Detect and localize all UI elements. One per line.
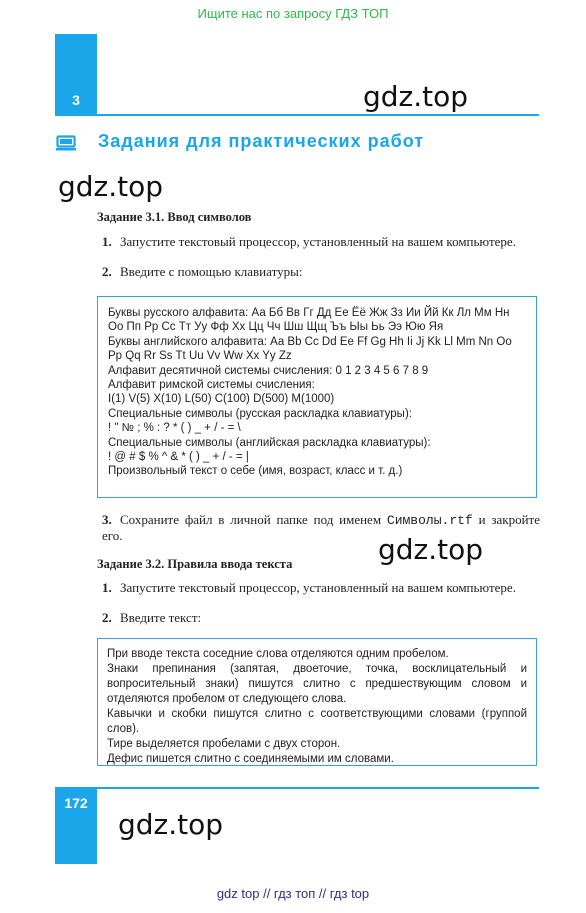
- list-item: [102, 512, 540, 543]
- computer-icon: [56, 135, 76, 151]
- item-text: Запустите текстовый процессор, установленный на вашем компьютере.: [120, 234, 516, 249]
- sample-line: Специальные символы (английская раскладка клавиатуры):: [108, 436, 431, 449]
- item-text: Введите с помощью клавиатуры:: [120, 264, 303, 279]
- sample-text-box: [97, 638, 537, 766]
- list-item: [102, 264, 540, 279]
- task-title: Задание 3.2. Правила ввода текста: [97, 557, 293, 571]
- list-item: [102, 580, 540, 595]
- item-number: 1.: [102, 580, 112, 595]
- item-number: 2.: [102, 264, 112, 279]
- list-item: [102, 610, 540, 625]
- sample-line: Тире выделяется пробелами с двух сторон.: [107, 738, 341, 750]
- sample-line: Произвольный текст о себе (имя, возраст, класс и т. д.): [108, 465, 403, 478]
- watermark: gdz.top: [118, 808, 224, 841]
- input-sample-box: [97, 296, 537, 498]
- sample-line: Буквы английского алфавита: Aa Bb Cc Dd Ee Ff Gg Hh Ii Jj Kk Ll Mm Nn Oo Pp Qq Rr Ss Tt Uu Vv Ww Xx Yy Zz: [108, 335, 512, 363]
- header-divider: [55, 114, 539, 116]
- item-number: 1.: [102, 234, 112, 249]
- list-item: [102, 234, 540, 249]
- sample-line: ! @ # $ % ^ & * ( ) _ + / - = |: [108, 451, 249, 464]
- sample-line: I(1) V(5) X(10) L(50) C(100) D(500) M(1000): [108, 393, 335, 406]
- item-text: Запустите текстовый процессор, установленный на вашем компьютере.: [120, 580, 516, 595]
- section-title: Задания для практических работ: [98, 131, 425, 151]
- item-text: Введите текст:: [120, 610, 202, 625]
- file-name: Символы.rtf: [386, 513, 473, 528]
- item-number: 2.: [102, 610, 112, 625]
- watermark: gdz.top: [363, 80, 469, 113]
- sample-line: Специальные символы (русская раскладка клавиатуры):: [108, 407, 412, 420]
- chapter-number: 3: [72, 92, 80, 108]
- sample-line: Знаки препинания (запятая, двоеточие, точка, восклицательный и вопросительный знаки) пишутся слитно с предшествующим словом и отделяются пробелом от следующего слова.: [107, 663, 527, 705]
- watermark: gdz.top: [378, 533, 484, 566]
- sample-line: Буквы русского алфавита: Аа Бб Вв Гг Дд Ее Ёё Жж Зз Ии Йй Кк Лл Мм Нн Оо Пп Рр Сс Тт Уу Фф Хх Цц Чч Шш Щщ Ъъ Ыы Ьь Ээ Юю Яя: [108, 307, 510, 334]
- item-text: Сохраните файл в личной папке под именем: [120, 512, 387, 527]
- sample-line: Алфавит римской системы счисления:: [108, 379, 315, 392]
- bottom-banner: gdz top // гдз топ // гдз top: [216, 886, 370, 901]
- page-number: 172: [64, 795, 88, 811]
- sample-line: Дефис пишется слитно с соединяемыми им словами.: [107, 753, 394, 765]
- item-number: 3.: [102, 512, 112, 527]
- sample-line: Кавычки и скобки пишутся слитно с соответствующими словами (группой слов).: [107, 708, 527, 735]
- watermark: gdz.top: [58, 170, 164, 203]
- task-title: Задание 3.1. Ввод символов: [97, 210, 252, 224]
- sample-line: ! " № ; % : ? * ( ) _ + / - = \: [108, 422, 241, 435]
- item-text: и закройте его.: [102, 512, 540, 543]
- footer-divider: [55, 787, 539, 789]
- sample-line: Алфавит десятичной системы счисления: 0 1 2 3 4 5 6 7 8 9: [108, 364, 429, 377]
- sample-line: При вводе текста соседние слова отделяются одним пробелом.: [107, 648, 449, 660]
- top-banner: Ищите нас по запросу ГДЗ ТОП: [197, 6, 389, 21]
